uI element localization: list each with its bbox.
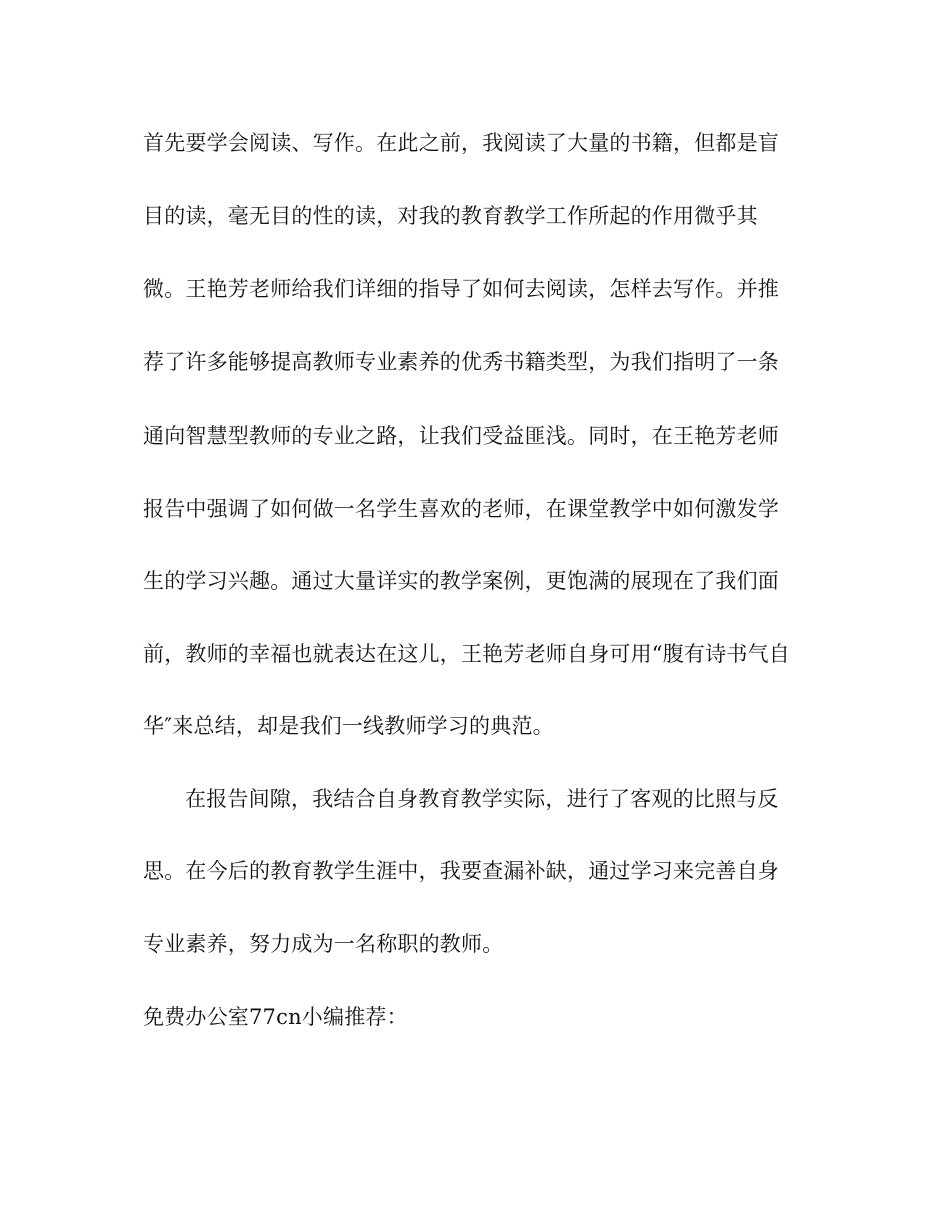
text-line-3: 微。王艳芳老师给我们详细的指导了如何去阅读，怎样去写作。并推 — [143, 277, 779, 301]
text-line-4: 荐了许多能够提高教师专业素养的优秀书籍类型，为我们指明了一条 — [143, 350, 779, 374]
text-line-5: 通向智慧型教师的专业之路，让我们受益匪浅。同时，在王艳芳老师 — [143, 424, 779, 448]
text-line-11: 思。在今后的教育教学生涯中，我要查漏补缺，通过学习来完善自身 — [143, 859, 779, 883]
text-line-2: 目的读，毫无目的性的读，对我的教育教学工作所起的作用微乎其 — [143, 204, 758, 228]
text-line-10: 在报告间隙，我结合自身教育教学实际，进行了客观的比照与反 — [185, 787, 779, 811]
text-line-6: 报告中强调了如何做一名学生喜欢的老师，在课堂教学中如何激发学 — [143, 497, 779, 521]
text-line-7: 生的学习兴趣。通过大量详实的教学案例，更饱满的展现在了我们面 — [143, 569, 779, 593]
text-line-1: 首先要学会阅读、写作。在此之前，我阅读了大量的书籍，但都是盲 — [143, 131, 779, 155]
text-line-9: 华″来总结，却是我们一线教师学习的典范。 — [143, 714, 554, 738]
text-line-12: 专业素养，努力成为一名称职的教师。 — [143, 932, 504, 956]
text-line-8: 前，教师的幸福也就表达在这儿，王艳芳老师自身可用“腹有诗书气自 — [143, 642, 790, 666]
recommendation-line: 免费办公室77cn小编推荐： — [143, 1005, 408, 1029]
